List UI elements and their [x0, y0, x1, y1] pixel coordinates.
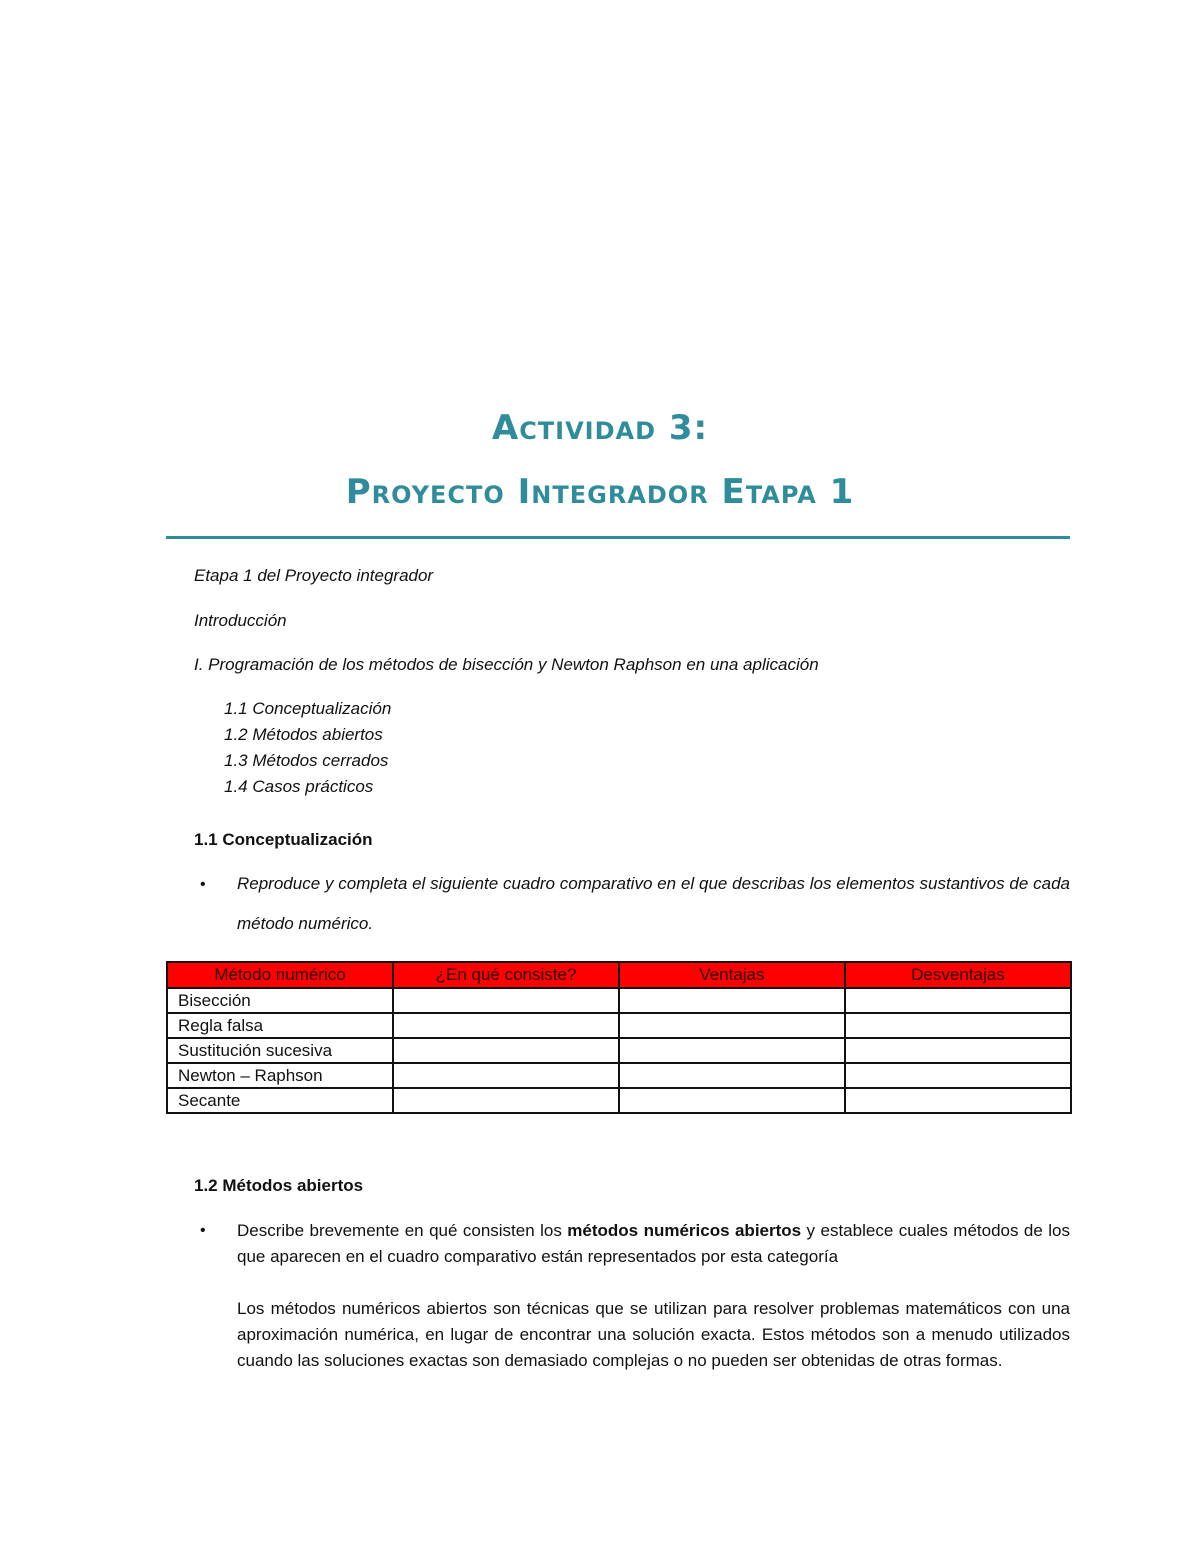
- table-cell-method: Bisección: [167, 988, 393, 1013]
- index-section-i: I. Programación de los métodos de bisección y Newton Raphson en una aplicación: [194, 655, 819, 674]
- instruction-text: Describe brevemente en qué consisten los: [237, 1221, 568, 1240]
- table-cell-method: Newton – Raphson: [167, 1063, 393, 1088]
- table-row: [167, 1063, 1071, 1088]
- table-cell-empty: [619, 1013, 845, 1038]
- table-row: [167, 988, 1071, 1013]
- table-row: [167, 1013, 1071, 1038]
- index-item: 1.4 Casos prácticos: [224, 777, 374, 796]
- section2-answer: Los métodos numéricos abiertos son técnicas que se utilizan para resolver problemas matemáticos con una aproximación numérica, en lugar de encontrar una solución exacta. Estos métodos son a menudo utilizados cuando las soluciones exactas son demasiado complejas o no pueden ser obtenidas de otras formas.: [237, 1299, 1070, 1370]
- table-cell-empty: [845, 988, 1071, 1013]
- table-header-cell: Método numérico: [167, 962, 393, 988]
- table-cell-empty: [619, 1063, 845, 1088]
- index-item: 1.1 Conceptualización: [224, 699, 392, 718]
- comparison-table: [166, 961, 1072, 1114]
- index-item: 1.2 Métodos abiertos: [224, 725, 383, 744]
- bullet-dot: •: [200, 1222, 206, 1239]
- instruction-emphasis: métodos numéricos abiertos: [567, 1221, 802, 1240]
- table-cell-empty: [845, 1038, 1071, 1063]
- index-item: 1.3 Métodos cerrados: [224, 751, 389, 770]
- page-title-line1: Actividad 3:: [491, 408, 709, 448]
- table-cell-empty: [845, 1013, 1071, 1038]
- index-intro: Introducción: [194, 611, 287, 630]
- table-cell-method: Sustitución sucesiva: [167, 1038, 393, 1063]
- table-header-row: [167, 962, 1071, 988]
- table-header-cell: Ventajas: [619, 962, 845, 988]
- table-cell-empty: [845, 1088, 1071, 1113]
- table-cell-empty: [393, 1038, 619, 1063]
- section1-instruction: Reproduce y completa el siguiente cuadro comparativo en el que describas los elementos sustantivos de cada método numérico.: [237, 874, 1070, 933]
- table-cell-empty: [619, 1038, 845, 1063]
- table-cell-empty: [619, 1088, 845, 1113]
- index-stage: Etapa 1 del Proyecto integrador: [194, 566, 434, 585]
- table-cell-method: Secante: [167, 1088, 393, 1113]
- table-cell-empty: [393, 1013, 619, 1038]
- table-cell-empty: [393, 1088, 619, 1113]
- table-row: [167, 1038, 1071, 1063]
- table-cell-empty: [393, 1063, 619, 1088]
- bullet-dot: •: [200, 876, 206, 893]
- section-heading-metodos-abiertos: 1.2 Métodos abiertos: [194, 1176, 364, 1195]
- section-heading-conceptualizacion: 1.1 Conceptualización: [194, 830, 373, 849]
- title-divider: [166, 536, 1070, 539]
- section2-instruction: [237, 1218, 1070, 1270]
- table-header-cell: ¿En qué consiste?: [393, 962, 619, 988]
- table-cell-empty: [393, 988, 619, 1013]
- table-row: [167, 1088, 1071, 1113]
- instruction-text: y establece cuales métodos de los que aparecen en el cuadro comparativo están representados por esta categoría: [237, 1221, 1070, 1266]
- table-cell-empty: [619, 988, 845, 1013]
- page-title-line2: Proyecto Integrador Etapa 1: [345, 472, 855, 512]
- table-header-cell: Desventajas: [845, 962, 1071, 988]
- table-cell-empty: [845, 1063, 1071, 1088]
- table-cell-method: Regla falsa: [167, 1013, 393, 1038]
